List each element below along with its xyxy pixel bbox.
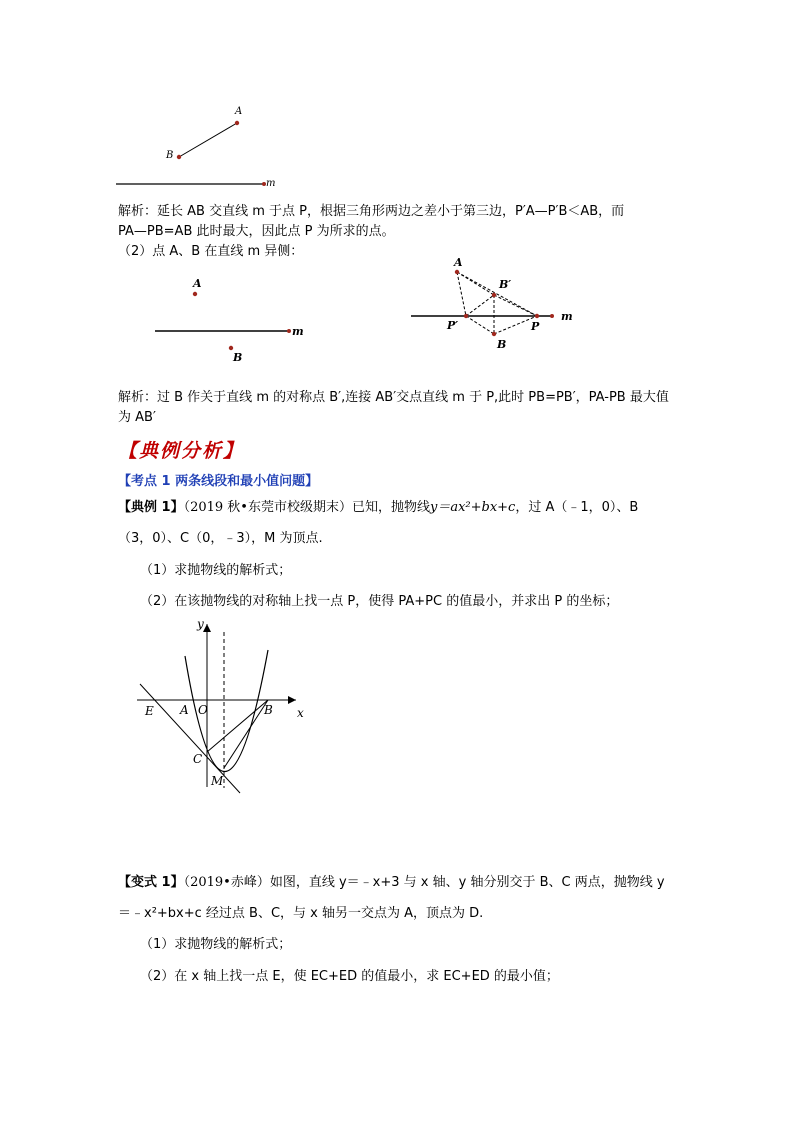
fig1-label-a: A (235, 106, 243, 117)
example1-q2: （2）在该抛物线的对称轴上找一点 P，使得 PA+PC 的值最小，并求出 P 的坐标； (140, 594, 619, 609)
variant1-line1 (118, 872, 665, 894)
example1-text-b: ，过 A（﹣1，0）、B (515, 500, 639, 515)
variant1-q1: （1）求抛物线的解析式； (140, 937, 292, 952)
fig4-label-a: A (180, 703, 189, 717)
fig4-label-e: E (145, 704, 154, 718)
fig3-label-p: P (531, 320, 540, 333)
case2-text: （2）点 A、B 在直线 m 异侧： (118, 244, 304, 259)
variant1-line2: ＝﹣x²+bx+c 经过点 B、C，与 x 轴另一交点为 A，顶点为 D. (118, 906, 484, 921)
fig1-label-m: m (266, 178, 276, 189)
analysis1-line1: 解析：延长 AB 交直线 m 于点 P，根据三角形两边之差小于第三边，P′A—P′B＜AB，而 (118, 204, 625, 219)
fig4-label-m: M (211, 774, 224, 788)
variant1-tag: 【变式 1】 (118, 875, 184, 890)
example1-formula: y＝ax²+bx+c (429, 500, 516, 515)
example1-tag: 【典例 1】 (118, 500, 184, 515)
fig2-label-a: A (193, 277, 202, 290)
example1-text-a: 已知，抛物线 (351, 500, 430, 515)
fig4-label-x: x (297, 706, 304, 720)
analysis2-line1: 解析：过 B 作关于直线 m 的对称点 B′,连接 AB′交点直线 m 于 P,此时 PB=PB′，PA-PB 最大值 (118, 390, 669, 405)
example1-source: （2019 秋•东莞市校级期末） (183, 500, 352, 515)
variant1-q2: （2）在 x 轴上找一点 E，使 EC+ED 的值最小，求 EC+ED 的最小值； (140, 969, 559, 984)
fig3-label-p-prime: P′ (447, 319, 459, 332)
fig3-label-a: A (454, 256, 463, 269)
fig4-label-y: y (197, 617, 204, 631)
example1-line2: （3，0）、C（0，﹣3），M 为顶点. (118, 531, 323, 546)
fig3-label-b: B (497, 338, 507, 351)
analysis2-line2: 为 AB′ (118, 410, 156, 425)
variant1-source: （2019•赤峰） (183, 875, 270, 890)
example1-q1: （1）求抛物线的解析式； (140, 563, 292, 578)
fig1-label-b: B (166, 150, 174, 161)
fig3-label-m: m (561, 310, 573, 323)
fig4-label-b: B (264, 703, 273, 717)
fig4-label-c: C (193, 752, 203, 766)
fig2-label-b: B (233, 351, 243, 364)
variant1-line1-rest: 如图，直线 y＝﹣x+3 与 x 轴、y 轴分别交于 B、C 两点，抛物线 y (269, 875, 665, 890)
fig3-label-b-prime: B′ (499, 278, 512, 291)
analysis1-line2: PA—PB=AB 此时最大，因此点 P 为所求的点。 (118, 224, 395, 239)
kaodian-heading: 【考点 1 两条线段和最小值问题】 (118, 474, 319, 489)
section-heading: 【典例分析】 (118, 440, 245, 462)
fig4-label-o: O (198, 703, 208, 717)
fig2-label-m: m (292, 325, 304, 338)
